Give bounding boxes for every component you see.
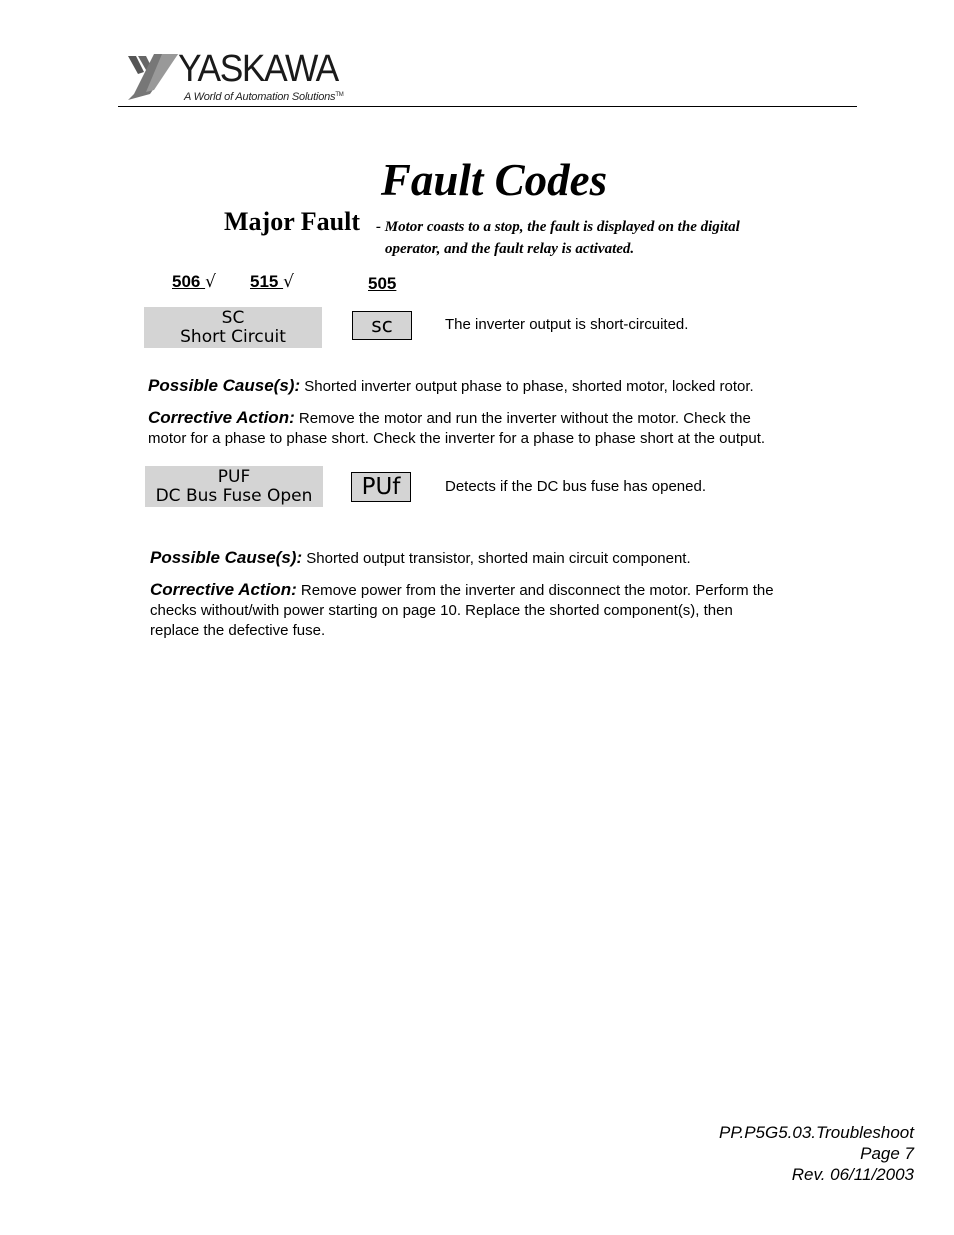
checkmark-icon: √ [205,272,216,292]
fault-class-description: - Motor coasts to a stop, the fault is displayed on the digital [376,219,740,235]
fault-name-box-puf [145,466,323,507]
page-title: Fault Codes [380,155,608,205]
footer-doc-id: PP.P5G5.03.Troubleshoot [718,1123,914,1142]
brand-tagline: A World of Automation Solutions™ [184,91,344,103]
fault-code: SC [221,308,245,328]
corrective-action-puf: Corrective Action: Remove power from the inverter and disconnect the motor. Perform the checks without/with power starting on page 10. Replace the shorted component(s), then replace the defective fuse. [150,580,774,639]
brand-name: YASKAWA [178,48,338,90]
footer-revision: Rev. 06/11/2003 [791,1165,914,1184]
corrective-action-sc: Corrective Action: Remove the motor and run the inverter without the motor. Check the motor for a phase to phase short. Check the inverter for a phase to phase short at the output. [148,408,766,447]
fault-name-box-sc [144,307,322,348]
fault-class-description-cont: operator, and the fault relay is activated. [385,241,635,257]
yaskawa-logo-icon [124,50,180,100]
footer-page-number: Page 7 [860,1144,914,1163]
fault-name: Short Circuit [180,327,286,347]
model-515: 515 √ [250,272,294,292]
model-506: 506 √ [172,272,216,292]
fault-description-puf: Detects if the DC bus fuse has opened. [445,478,706,495]
checkmark-icon: √ [283,272,294,292]
fault-name: DC Bus Fuse Open [155,486,313,506]
operator-display-puf: PUf [351,472,411,502]
possible-cause-sc: Possible Cause(s): Shorted inverter output phase to phase, shorted motor, locked rotor. [148,376,754,395]
trademark-mark: TM [335,92,344,98]
operator-display-sc: sc [352,311,412,340]
header-divider [118,106,857,107]
fault-description-sc: The inverter output is short-circuited. [445,316,689,333]
model-505: 505 [368,274,397,293]
fault-class-label: Major Fault [224,207,360,236]
possible-cause-puf: Possible Cause(s): Shorted output transistor, shorted main circuit component. [150,548,691,567]
fault-code: PUF [217,467,251,487]
